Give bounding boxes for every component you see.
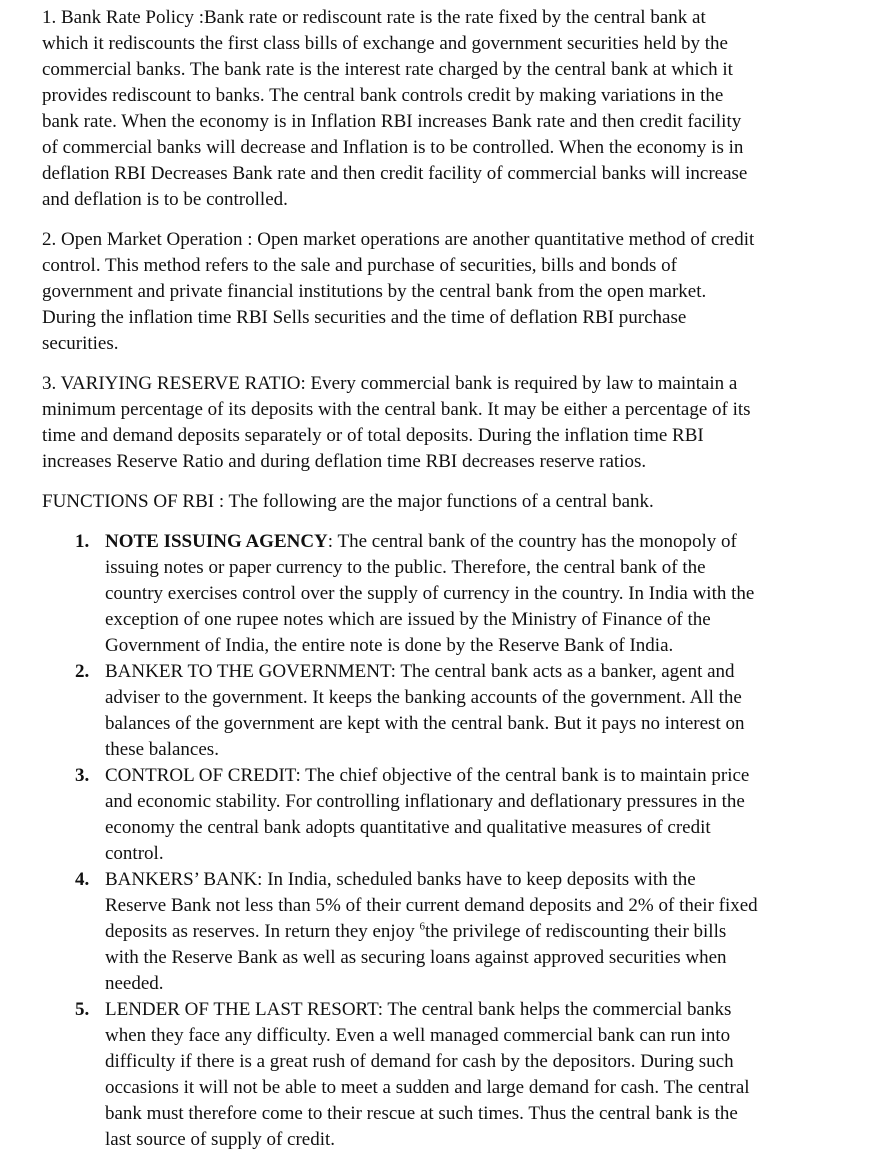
text-line: of commercial banks will decrease and Inflation is to be controlled. When the economy is in [42, 137, 744, 158]
paragraph-open-market-operation [42, 227, 894, 357]
item-title: NOTE ISSUING AGENCY [105, 531, 328, 552]
text-line: time and demand deposits separately or of total deposits. During the inflation time RBI [42, 425, 704, 446]
text-line: 3. VARIYING RESERVE RATIO: Every commercial bank is required by law to maintain a [42, 373, 738, 394]
text-line: increases Reserve Ratio and during deflation time RBI decreases reserve ratios. [42, 451, 647, 472]
text-line: balances of the government are kept with the central bank. But it pays no interest on [105, 713, 745, 734]
text-line: Government of India, the entire note is done by the Reserve Bank of India. [105, 635, 674, 656]
list-number: 5. [75, 999, 90, 1020]
paragraph-varying-reserve-ratio [42, 371, 894, 475]
text-line: commercial banks. The bank rate is the interest rate charged by the central bank at which it [42, 59, 733, 80]
list-item-banker-to-government: 2. BANKER TO THE GOVERNMENT: The central bank acts as a banker, agent and adviser to the government. It keeps the banking accounts of the government. All the balances of the government are kept with the central bank. But it pays no interest on these balances. [42, 659, 894, 763]
functions-list [42, 529, 894, 1153]
text-line: needed. [105, 973, 164, 994]
text-line: economy the central bank adopts quantitative and qualitative measures of credit [105, 817, 711, 838]
text-line: provides rediscount to banks. The central bank controls credit by making variations in the [42, 85, 724, 106]
text-line: and economic stability. For controlling inflationary and deflationary pressures in the [105, 791, 745, 812]
text-line: when they face any difficulty. Even a well managed commercial bank can run into [105, 1025, 731, 1046]
text-line: these balances. [105, 739, 219, 760]
list-item-bankers-bank: 4. BANKERS’ BANK: In India, scheduled banks have to keep deposits with the Reserve Bank not less than 5% of their current demand deposits and 2% of their fixed deposits as reserves. In return they enjoy $^6$the privilege of rediscounting their bills with the Reserve Bank as well as securing loans against approved securities when needed. [42, 867, 894, 997]
text-line: country exercises control over the supply of currency in the country. In India with the [105, 583, 755, 604]
functions-heading [42, 489, 894, 515]
text-line: issuing notes or paper currency to the public. Therefore, the central bank of the [105, 557, 706, 578]
list-item-lender-of-last-resort: 5. LENDER OF THE LAST RESORT: The central bank helps the commercial banks when they face any difficulty. Even a well managed commercial bank can run into difficulty if there is a great rush of demand for cash by the depositors. During such occasions it will not be able to meet a sudden and large demand for cash. The central bank must therefore come to their rescue at such times. Thus the central bank is the last source of supply of credit. [42, 997, 894, 1153]
list-item-control-of-credit: 3. CONTROL OF CREDIT: The chief objective of the central bank is to maintain price and economic stability. For controlling inflationary and deflationary pressures in the economy the central bank adopts quantitative and qualitative measures of credit control. [42, 763, 894, 867]
text-line: control. This method refers to the sale and purchase of securities, bills and bonds of [42, 255, 677, 276]
text-line: control. [105, 843, 164, 864]
footnote-marker: 6 [419, 920, 425, 933]
list-number: 2. [75, 661, 90, 682]
text-line: During the inflation time RBI Sells securities and the time of deflation RBI purchase [42, 307, 687, 328]
text-line: deflation RBI Decreases Bank rate and then credit facility of commercial banks will increase [42, 163, 748, 184]
text-line: last source of supply of credit. [105, 1129, 336, 1150]
text-line: bank must therefore come to their rescue at such times. Thus the central bank is the [105, 1103, 738, 1124]
text-line: adviser to the government. It keeps the banking accounts of the government. All the [105, 687, 742, 708]
text-line: exception of one rupee notes which are issued by the Ministry of Finance of the [105, 609, 711, 630]
text-line: with the Reserve Bank as well as securing loans against approved securities when [105, 947, 727, 968]
text-line: which it rediscounts the first class bills of exchange and government securities held by the [42, 33, 728, 54]
text-line: 1. Bank Rate Policy :Bank rate or rediscount rate is the rate fixed by the central bank at [42, 7, 706, 28]
text-line: occasions it will not be able to meet a sudden and large demand for cash. The central [105, 1077, 750, 1098]
paragraph-bank-rate-policy [42, 5, 894, 213]
list-number: 4. [75, 869, 90, 890]
text-line: difficulty if there is a great rush of demand for cash by the depositors. During such [105, 1051, 734, 1072]
text-line: securities. [42, 333, 119, 354]
text-line: and deflation is to be controlled. [42, 189, 288, 210]
list-number: 3. [75, 765, 90, 786]
text-line: 2. Open Market Operation : Open market operations are another quantitative method of credit [42, 229, 755, 250]
text-line: government and private financial institutions by the central bank from the open market. [42, 281, 707, 302]
text-line: bank rate. When the economy is in Inflation RBI increases Bank rate and then credit facility [42, 111, 742, 132]
list-number: 1. [75, 531, 90, 552]
text-line: FUNCTIONS OF RBI : The following are the major functions of a central bank. [42, 491, 654, 512]
list-item-note-issuing: 1. NOTE ISSUING AGENCY: The central bank of the country has the monopoly of issuing notes or paper currency to the public. Therefore, the central bank of the country exercises control over the supply of currency in the country. In India with the exception of one rupee notes which are issued by the Ministry of Finance of the Government of India, the entire note is done by the Reserve Bank of India. [42, 529, 894, 659]
text-line: minimum percentage of its deposits with the central bank. It may be either a percentage of its [42, 399, 751, 420]
